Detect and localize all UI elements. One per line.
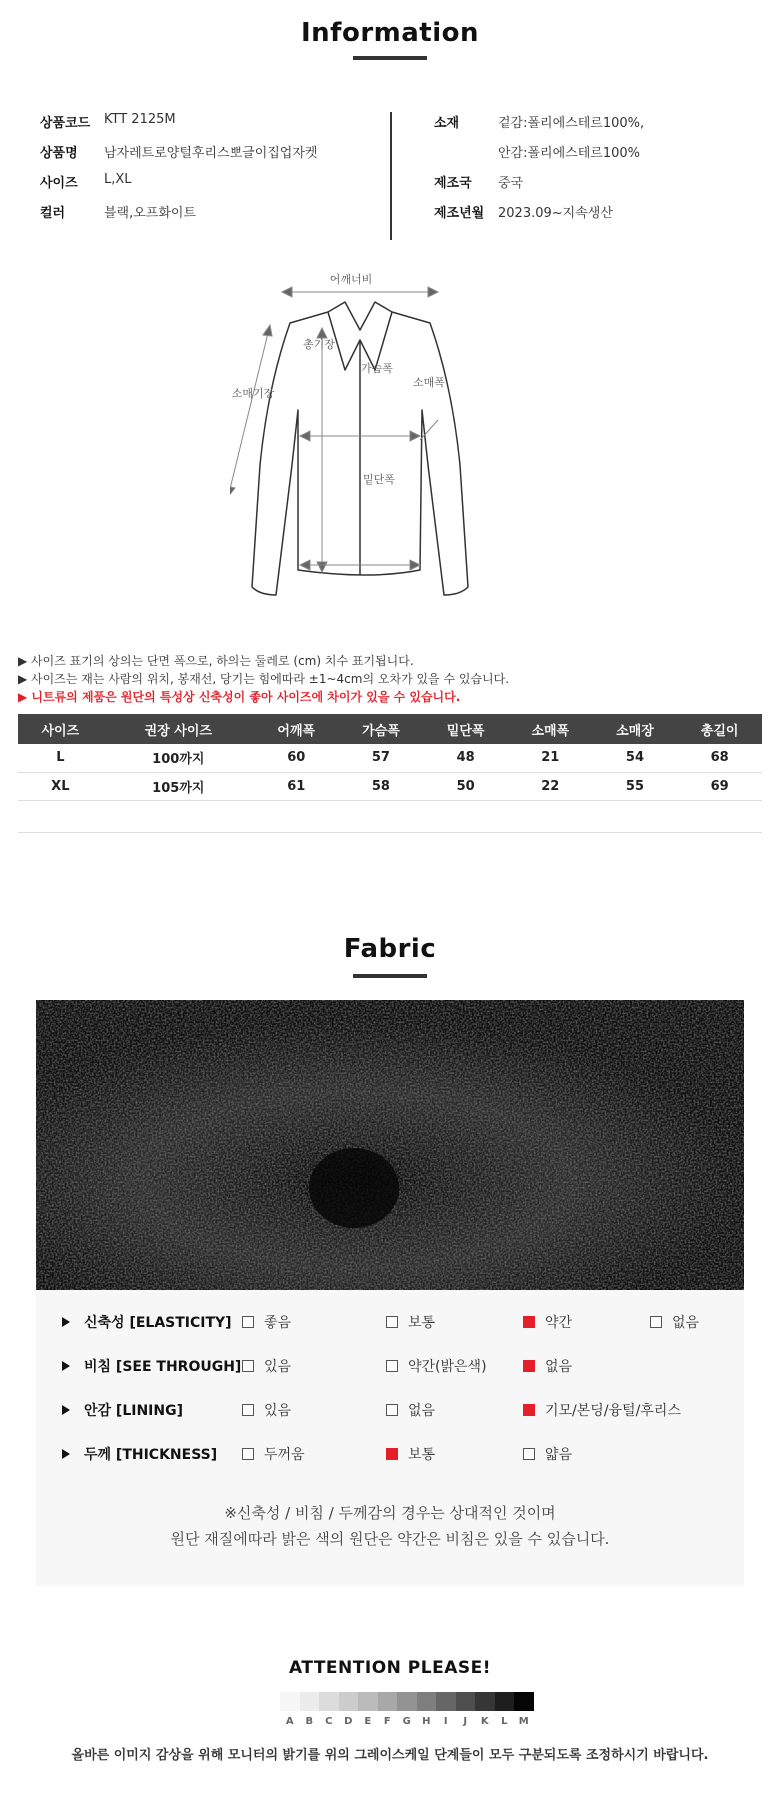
note-1: ▶ 사이즈 표기의 상의는 단면 폭으로, 하의는 둘레로 (cm) 치수 표기됩니다.: [18, 654, 414, 668]
size-table-header: [18, 714, 762, 744]
triangle-bullet-icon: [62, 1405, 70, 1415]
fabric-title-underline: [353, 974, 427, 978]
grayscale-swatch: [436, 1692, 456, 1711]
option-none: 없음: [650, 1312, 699, 1332]
grayscale-label: L: [501, 1716, 508, 1727]
info-row-size: [40, 172, 132, 191]
table-cell: XL: [18, 772, 103, 800]
checkbox-empty-icon: [386, 1316, 398, 1328]
option-thick: 두꺼움: [242, 1444, 305, 1464]
fabric-note-line: 원단 재질에따라 밝은 색의 원단은 약간은 비침은 있을 수 있습니다.: [170, 1530, 610, 1548]
product-info: [40, 112, 740, 240]
grayscale-label: D: [344, 1716, 353, 1727]
hem-label: 밑단폭: [363, 473, 395, 486]
grayscale-swatch: [300, 1692, 320, 1711]
info-key: 소재: [434, 116, 460, 131]
info-value: 블랙,오프화이트: [104, 206, 197, 221]
info-key: 사이즈: [40, 176, 78, 191]
prop-row-elasticity: [36, 1312, 744, 1342]
info-key: [434, 142, 498, 161]
info-value: 2023.09~지속생산: [498, 206, 613, 221]
grayscale-swatch: [358, 1692, 378, 1711]
prop-label: [62, 1400, 183, 1420]
prop-row-see-through: [36, 1356, 744, 1386]
table-row: [18, 772, 762, 800]
table-cell: 68: [677, 744, 762, 772]
prop-label-text: 비침 [SEE THROUGH]: [84, 1359, 242, 1375]
table-cell: 69: [677, 772, 762, 800]
info-key: 상품명: [40, 146, 78, 161]
checkbox-empty-icon: [386, 1404, 398, 1416]
grayscale-swatch: [456, 1692, 476, 1711]
grayscale-labels: [280, 1716, 534, 1727]
info-value: 안감:폴리에스테르100%: [498, 146, 641, 161]
info-value: KTT 2125M: [104, 112, 176, 127]
table-cell: 22: [508, 772, 593, 800]
info-value: 중국: [498, 176, 524, 191]
table-cell: 50: [423, 772, 508, 800]
info-value: 남자레트로양털후리스뽀글이집업자켓: [104, 146, 318, 161]
checkbox-checked-icon: [523, 1404, 535, 1416]
checkbox-empty-icon: [386, 1360, 398, 1372]
option-normal: 보통: [386, 1444, 435, 1464]
grayscale-label: J: [463, 1716, 468, 1727]
prop-label-text: 두께 [THICKNESS]: [84, 1447, 218, 1463]
checkbox-empty-icon: [650, 1316, 662, 1328]
header-cell: 가슴폭: [339, 714, 424, 744]
header-cell: 어깨폭: [254, 714, 339, 744]
total-length-label: 총기장: [303, 338, 335, 351]
table-cell: 60: [254, 744, 339, 772]
chest-label: 가슴폭: [361, 362, 393, 375]
attention-title: ATTENTION PLEASE!: [289, 1658, 491, 1678]
grayscale-swatch: [339, 1692, 359, 1711]
table-cell: 48: [423, 744, 508, 772]
grayscale-label: H: [422, 1716, 431, 1727]
grayscale-swatch: [417, 1692, 437, 1711]
table-cell: 58: [339, 772, 424, 800]
checkbox-checked-icon: [523, 1360, 535, 1372]
grayscale-swatch: [514, 1692, 534, 1711]
table-cell: 55: [593, 772, 678, 800]
checkbox-checked-icon: [523, 1316, 535, 1328]
fabric-title: Fabric: [343, 934, 437, 964]
option-yes: 있음: [242, 1400, 291, 1420]
fabric-properties: [36, 1290, 744, 1586]
triangle-bullet-icon: [62, 1449, 70, 1459]
note-2: ▶ 사이즈는 재는 사람의 위치, 봉재선, 당기는 힘에따라 ±1~4cm의 오차가 있을 수 있습니다.: [18, 672, 510, 686]
prop-row-lining: [36, 1400, 744, 1430]
fabric-note-line: ※신축성 / 비침 / 두께감의 경우는 상대적인 것이며: [224, 1504, 556, 1522]
info-row-code: [40, 112, 176, 131]
jacket-measurement-diagram: [230, 265, 560, 605]
info-row-color: [40, 202, 196, 221]
table-cell: 57: [339, 744, 424, 772]
header-cell: 소매장: [593, 714, 678, 744]
checkbox-empty-icon: [242, 1360, 254, 1372]
prop-label: [62, 1312, 232, 1332]
size-notes: [18, 652, 509, 706]
prop-label-text: 안감 [LINING]: [84, 1403, 183, 1419]
info-key: 상품코드: [40, 116, 91, 131]
grayscale-label: A: [285, 1716, 294, 1727]
info-row-name: [40, 142, 318, 161]
prop-label-text: 신축성 [ELASTICITY]: [84, 1315, 232, 1331]
triangle-bullet-icon: [62, 1317, 70, 1327]
note-3: ▶ 니트류의 제품은 원단의 특성상 신축성이 좋아 사이즈에 차이가 있을 수 있습니다.: [18, 690, 461, 704]
grayscale-label: M: [518, 1716, 529, 1727]
info-key: 제조국: [434, 176, 472, 191]
info-value: L,XL: [104, 172, 132, 187]
option-none: 없음: [523, 1356, 572, 1376]
prop-label: [62, 1444, 217, 1464]
grayscale-label: K: [480, 1716, 489, 1727]
checkbox-checked-icon: [386, 1448, 398, 1460]
table-cell: 61: [254, 772, 339, 800]
table-cell: 21: [508, 744, 593, 772]
info-key: 제조년월: [434, 206, 485, 221]
header-cell: 총길이: [677, 714, 762, 744]
prop-row-thickness: [36, 1444, 744, 1474]
grayscale-bar: [280, 1692, 534, 1711]
option-good: 좋음: [242, 1312, 291, 1332]
info-row-material-lining: [434, 142, 640, 161]
option-thin: 얇음: [523, 1444, 572, 1464]
table-cell: L: [18, 744, 103, 772]
info-value: 겉감:폴리에스테르100%,: [498, 116, 645, 131]
option-yes: 있음: [242, 1356, 291, 1376]
grayscale-swatch: [397, 1692, 417, 1711]
header-cell: 권장 사이즈: [103, 714, 254, 744]
checkbox-empty-icon: [242, 1316, 254, 1328]
header-cell: 사이즈: [18, 714, 103, 744]
info-row-material: [434, 112, 644, 131]
grayscale-label: C: [325, 1716, 333, 1727]
info-key: 컬러: [40, 206, 66, 221]
grayscale-label: F: [383, 1716, 391, 1727]
option-slight-light: 약간(밝은색): [386, 1356, 487, 1376]
checkbox-empty-icon: [242, 1404, 254, 1416]
triangle-bullet-icon: [62, 1361, 70, 1371]
fabric-texture-image: [36, 1000, 744, 1290]
option-fleece: 기모/본딩/융털/후리스: [523, 1400, 681, 1420]
table-cell: 100까지: [103, 744, 254, 772]
shoulder-label: 어깨너비: [329, 273, 373, 286]
table-row: [18, 744, 762, 772]
fabric-note: [36, 1500, 744, 1552]
info-divider: [390, 112, 392, 240]
table-bottom-divider: [18, 832, 762, 833]
checkbox-empty-icon: [523, 1448, 535, 1460]
table-cell: 54: [593, 744, 678, 772]
grayscale-swatch: [280, 1692, 300, 1711]
info-row-origin: [434, 172, 523, 191]
checkbox-empty-icon: [242, 1448, 254, 1460]
grayscale-label: E: [364, 1716, 372, 1727]
information-title-underline: [353, 56, 427, 60]
header-cell: 소매폭: [508, 714, 593, 744]
grayscale-label: G: [402, 1716, 411, 1727]
grayscale-swatch: [319, 1692, 339, 1711]
header-cell: 밑단폭: [423, 714, 508, 744]
attention-text: 올바른 이미지 감상을 위해 모니터의 밝기를 위의 그레이스케일 단계들이 모두 구분되도록 조정하시기 바랍니다.: [71, 1748, 709, 1763]
option-none: 없음: [386, 1400, 435, 1420]
info-row-date: [434, 202, 613, 221]
size-table: [18, 714, 762, 801]
sleeve-length-label: 소매기장: [231, 387, 275, 400]
prop-label: [62, 1356, 241, 1376]
grayscale-swatch: [475, 1692, 495, 1711]
option-slight: 약간: [523, 1312, 572, 1332]
option-normal: 보통: [386, 1312, 435, 1332]
grayscale-swatch: [495, 1692, 515, 1711]
grayscale-label: B: [305, 1716, 314, 1727]
information-title: Information: [300, 18, 480, 48]
table-cell: 105까지: [103, 772, 254, 800]
sleeve-width-label: 소매폭: [413, 376, 445, 389]
grayscale-label: I: [443, 1716, 448, 1727]
grayscale-swatch: [378, 1692, 398, 1711]
